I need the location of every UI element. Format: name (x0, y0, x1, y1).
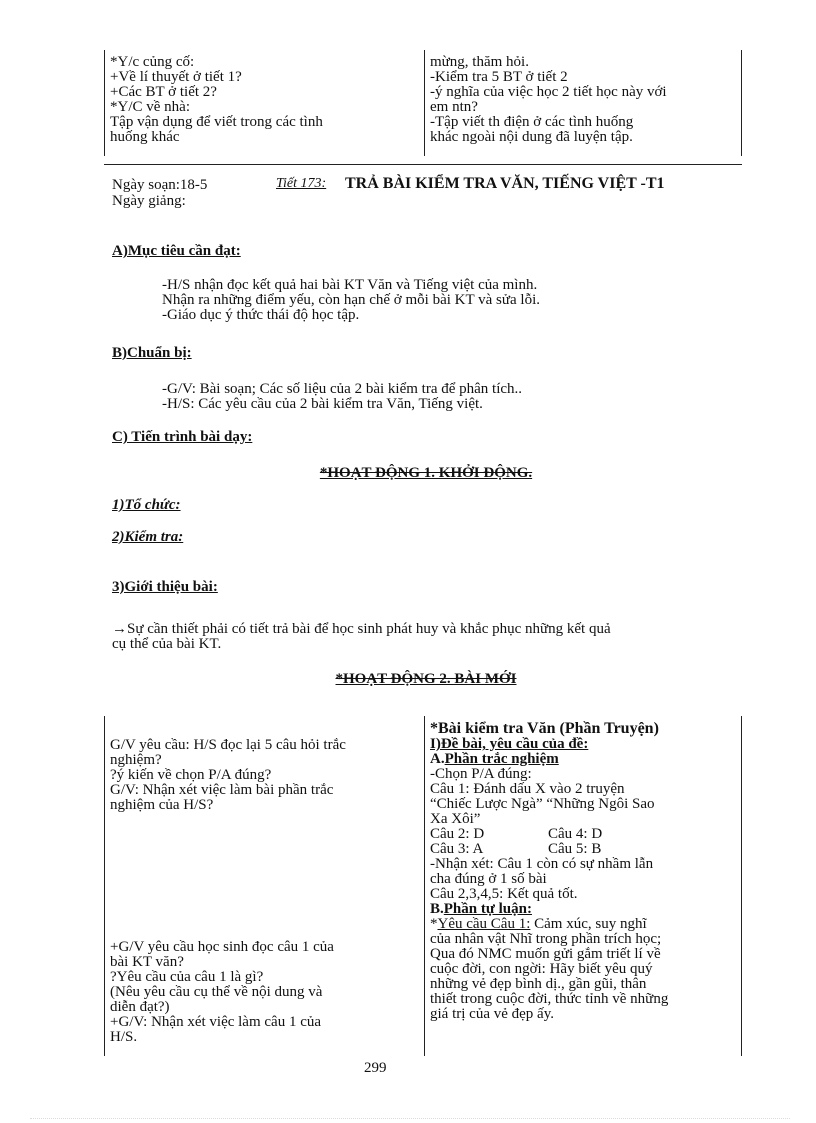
ngay-soan: Ngày soạn:18-5 (112, 177, 208, 193)
text-line: huống khác (110, 129, 180, 145)
part-a-label: Phần trắc nghiệm (444, 751, 559, 767)
req-label: Yêu cầu Câu 1: (437, 916, 531, 932)
arrow-icon: → (112, 621, 127, 637)
text-line: bài KT văn? (110, 954, 184, 970)
req-prefix: * (430, 916, 438, 932)
main-table-mid-border (424, 716, 425, 1056)
intro-paragraph (112, 622, 611, 652)
text-line: G/V yêu cầu: H/S đọc lại 5 câu hỏi trắc (110, 737, 346, 753)
text-line: cuộc đời, con ngời: Hãy biết yêu quý (430, 961, 653, 977)
text-line: giá trị của vẻ đẹp ấy. (430, 1006, 554, 1022)
text-line: -H/S: Các yêu cầu của 2 bài kiểm tra Văn, Tiếng việt. (162, 396, 483, 412)
text-line: mừng, thăm hỏi. (430, 54, 529, 70)
section-c-heading: C) Tiến trình bài dạy: (112, 429, 253, 445)
top-table-mid-border (424, 50, 425, 156)
text-line: nghiệm? (110, 752, 162, 768)
text-line: -Tập viết th điện ở các tình huống (430, 114, 634, 130)
main-table-left-border (104, 716, 105, 1056)
top-table-left-cell (110, 55, 323, 145)
text-line: cha đúng ở 1 số bài (430, 871, 547, 887)
activity-1-heading: *HOẠT ĐỘNG 1. KHỞI ĐỘNG. (319, 465, 533, 481)
section-a-body (162, 278, 540, 323)
req-rest: Cảm xúc, suy nghĩ (530, 916, 647, 932)
text-line: *Y/c củng cố: (110, 54, 195, 70)
text-line: ?ý kiến về chọn P/A đúng? (110, 767, 272, 783)
part-b-heading (430, 902, 668, 917)
text-line: Câu 1: Đánh dấu X vào 2 truyện (430, 781, 625, 797)
text-line (112, 622, 611, 637)
top-table-left-border (104, 50, 105, 156)
text-line: G/V: Nhận xét việc làm bài phần trắc (110, 782, 334, 798)
de-bai-heading: I)Đề bài, yêu cầu của đề: (430, 736, 589, 752)
text-line: (Nêu yêu cầu cụ thể về nội dung và (110, 984, 323, 1000)
intro-line-1: Sự cần thiết phải có tiết trả bài để học sinh phát huy và khắc phục những kết quả (127, 621, 611, 637)
lesson-title: TRẢ BÀI KIỂM TRA VĂN, TIẾNG VIỆT -T1 (345, 175, 665, 192)
text-line: em ntn? (430, 99, 478, 115)
kiem-tra-heading: 2)Kiểm tra: (112, 529, 184, 545)
main-table-right-border (741, 716, 742, 1056)
top-table-right-cell (430, 55, 667, 145)
text-line: Câu 2,3,4,5: Kết quả tốt. (430, 886, 578, 902)
part-a-heading (430, 752, 668, 767)
text-line: diễn đạt?) (110, 999, 170, 1015)
text-line: +G/V yêu cầu học sinh đọc câu 1 của (110, 939, 334, 955)
text-line: +G/V: Nhận xét việc làm câu 1 của (110, 1014, 322, 1030)
text-line: thiết trong cuộc đời, thức tỉnh về những (430, 991, 669, 1007)
answer-row (430, 842, 668, 857)
part-a-prefix: A. (430, 751, 445, 767)
text-line: những vẻ đẹp bình dị., gần gũi, thân (430, 976, 647, 992)
to-chuc-heading: 1)Tổ chức: (112, 497, 181, 513)
main-left-block-1 (110, 738, 346, 813)
answer-cau2: Câu 2: D (430, 826, 485, 842)
page-bottom-divider (30, 1118, 790, 1119)
answer-cau3: Câu 3: A (430, 841, 484, 857)
main-right-cell (430, 720, 668, 1022)
text-line: Xa Xôi” (430, 811, 481, 827)
main-left-block-2 (110, 940, 334, 1045)
section-b-heading: B)Chuẩn bị: (112, 345, 192, 361)
text-line: “Chiếc Lược Ngà” “Những Ngôi Sao (430, 796, 655, 812)
text-line: -H/S nhận đọc kết quả hai bài KT Văn và Tiếng việt của mình. (162, 277, 538, 293)
section-b-body (162, 382, 522, 412)
text-line: Tập vận dụng để viết trong các tình (110, 114, 323, 130)
top-table-right-border (741, 50, 742, 156)
ngay-giang: Ngày giảng: (112, 193, 186, 209)
activity-2-heading: *HOẠT ĐỘNG 2. BÀI MỚI (335, 671, 517, 687)
answer-cau5: Câu 5: B (548, 841, 602, 857)
text-line: Qua đó NMC muốn gửi gắm triết lí về (430, 946, 661, 962)
text-line: -Chọn P/A đúng: (430, 766, 532, 782)
lesson-number: Tiết 173: (276, 176, 327, 191)
text-line: ?Yêu cầu của câu 1 là gì? (110, 969, 264, 985)
text-line: -ý nghĩa của việc học 2 tiết học này với (430, 84, 667, 100)
text-line: -Kiểm tra 5 BT ở tiết 2 (430, 69, 568, 85)
text-line: -Giáo dục ý thức thái độ học tập. (162, 307, 360, 323)
part-b-label: Phần tự luận: (443, 901, 532, 917)
exam-title: *Bài kiểm tra Văn (Phần Truyện) (430, 720, 659, 737)
requirement-line (430, 917, 668, 932)
text-line: nghiệm của H/S? (110, 797, 214, 813)
answer-cau4: Câu 4: D (548, 826, 603, 842)
text-line: của nhân vật Nhĩ trong phần trích học; (430, 931, 662, 947)
text-line: Nhận ra những điểm yếu, còn hạn chế ở mỗi bài KT và sửa lỗi. (162, 292, 540, 308)
text-line: H/S. (110, 1029, 138, 1045)
top-table-bottom-border (104, 164, 742, 165)
text-line: *Y/C về nhà: (110, 99, 190, 115)
gioi-thieu-heading: 3)Giới thiệu bài: (112, 579, 218, 595)
answer-row (430, 827, 668, 842)
section-a-heading: A)Mục tiêu cần đạt: (112, 243, 241, 259)
text-line: khác ngoài nội dung đã luyện tập. (430, 129, 633, 145)
text-line: +Về lí thuyết ở tiết 1? (110, 69, 242, 85)
page-number: 299 (364, 1060, 387, 1076)
text-line: -G/V: Bài soạn; Các số liệu của 2 bài kiểm tra để phân tích.. (162, 381, 523, 397)
text-line: -Nhận xét: Câu 1 còn có sự nhầm lẫn (430, 856, 654, 872)
text-line: +Các BT ở tiết 2? (110, 84, 217, 100)
part-b-prefix: B. (430, 901, 444, 917)
text-line: cụ thể của bài KT. (112, 636, 222, 652)
